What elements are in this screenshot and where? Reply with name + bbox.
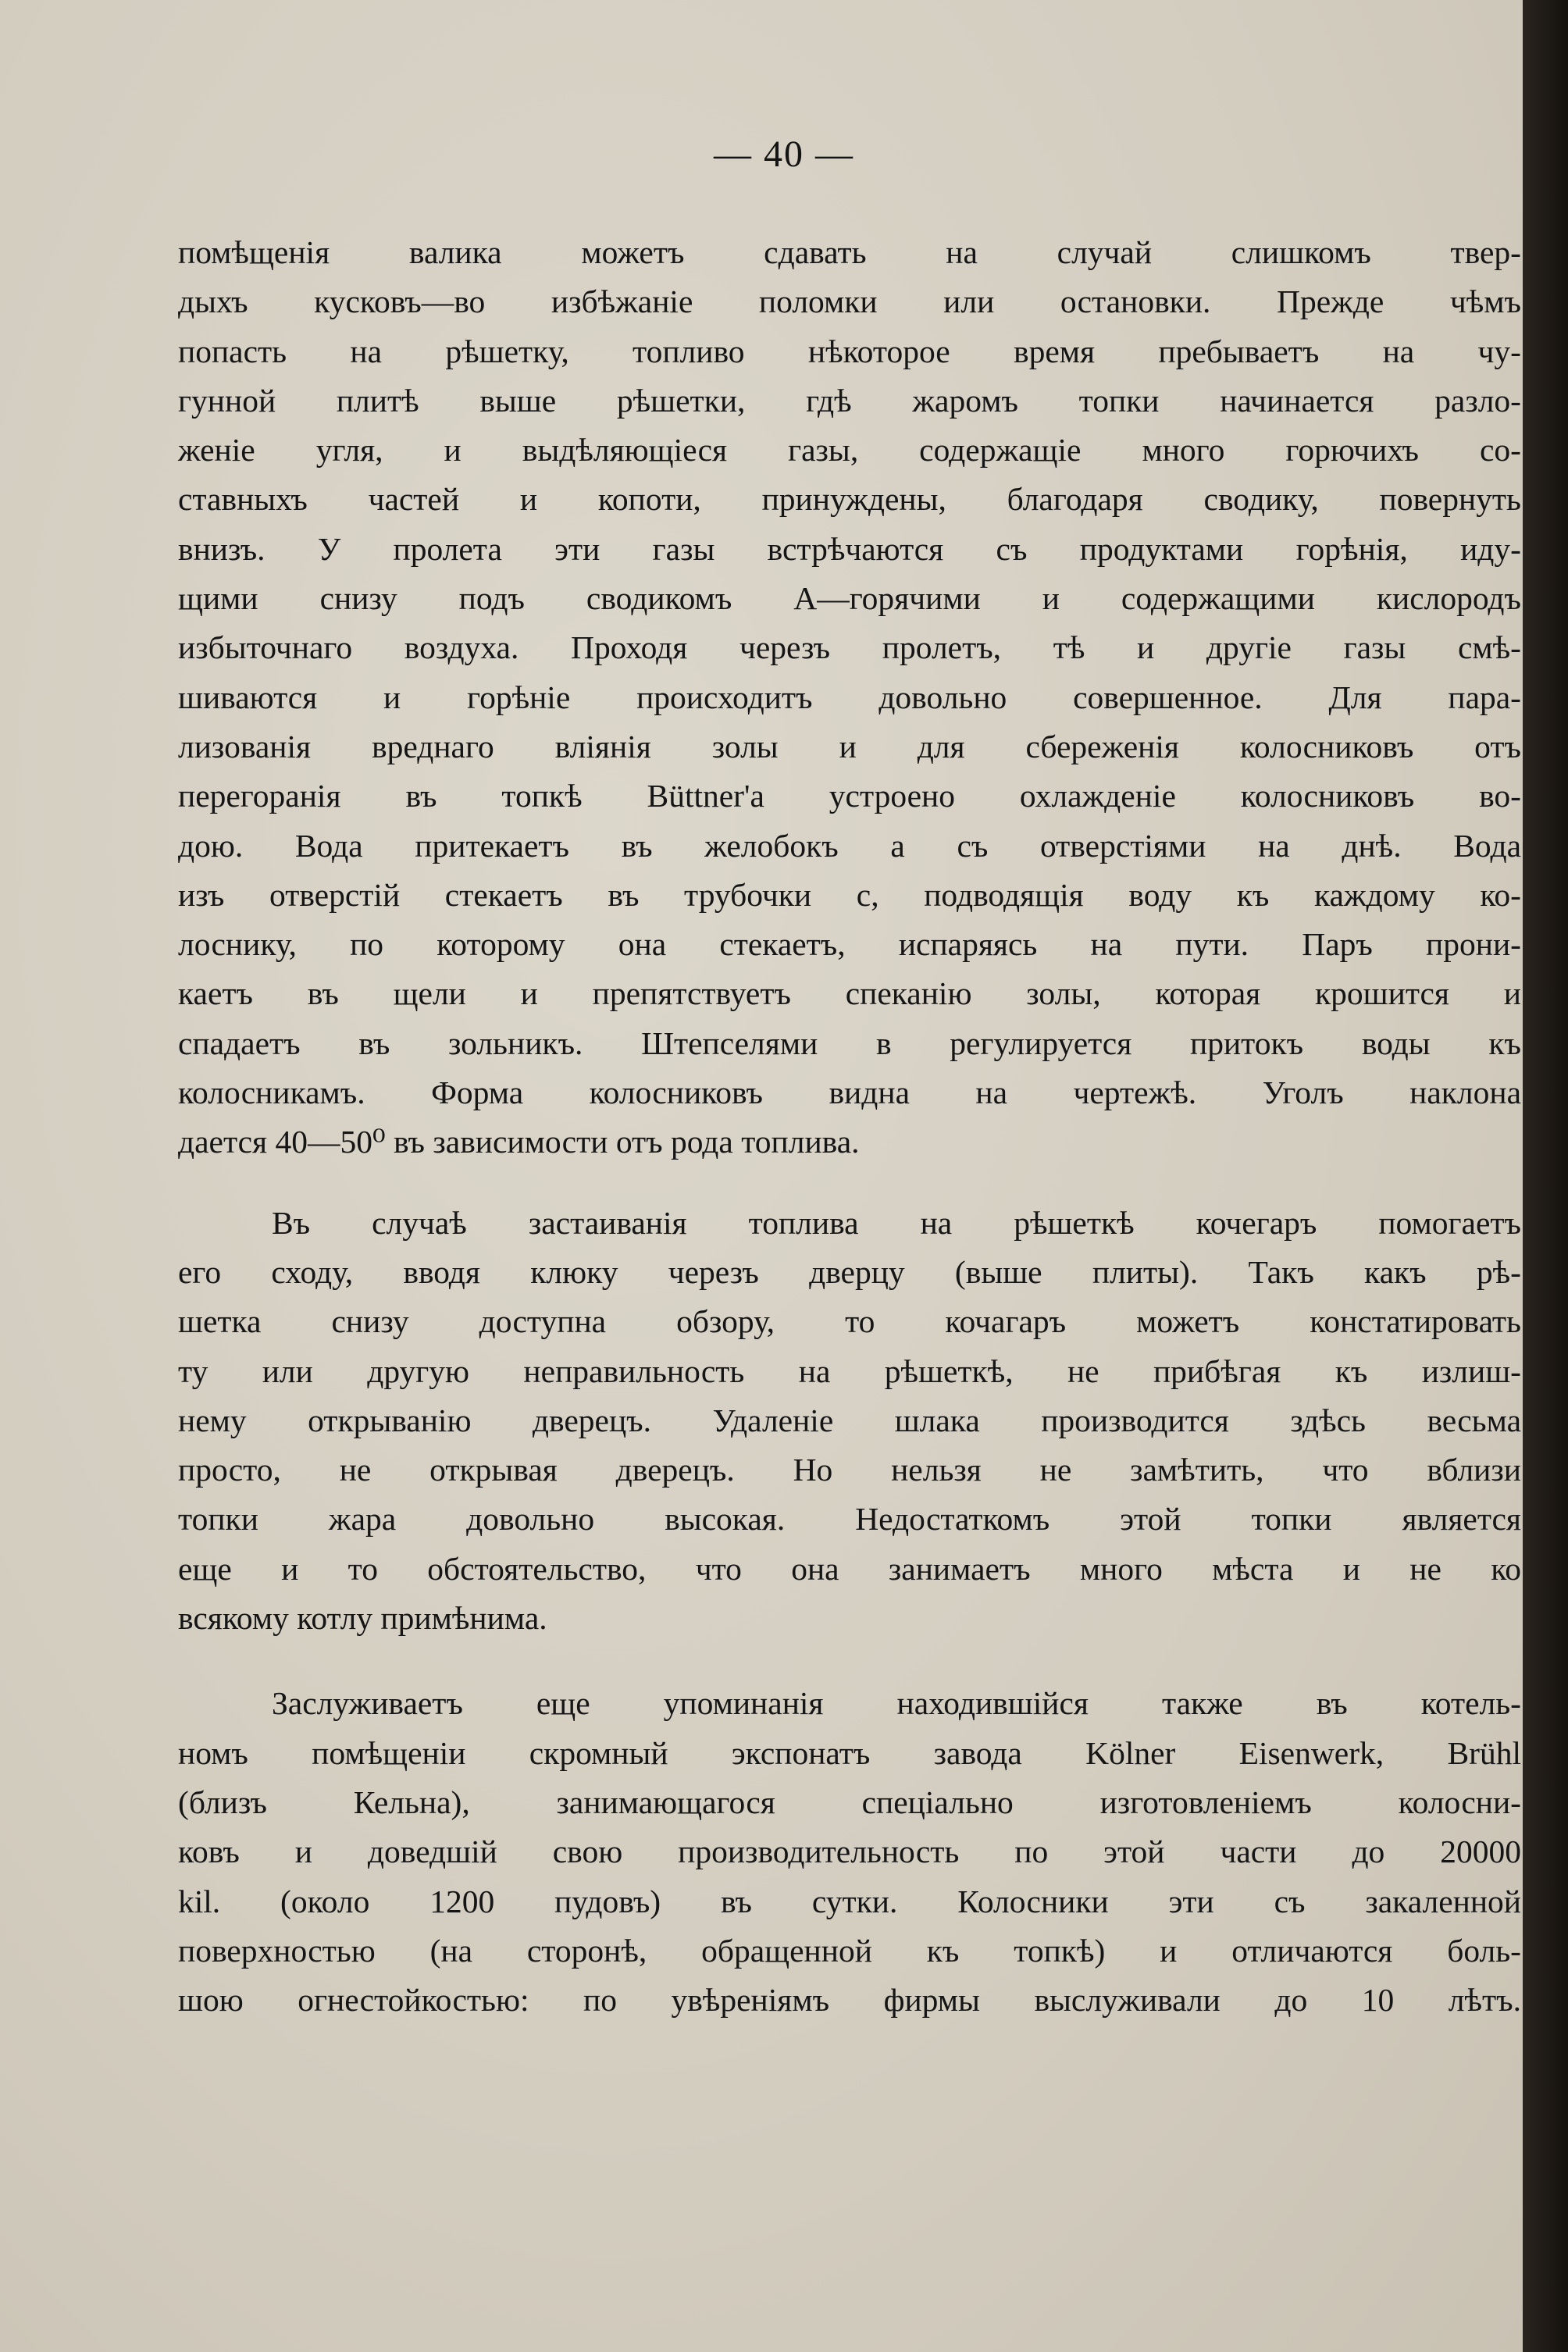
text-line: щими снизу подъ сводикомъ А—горячими и содержащими кислородъ — [178, 580, 1521, 617]
text-line: каетъ въ щели и препятствуетъ спеканію золы, которая крошится и — [178, 975, 1521, 1012]
text-line: избыточнаго воздуха. Проходя черезъ пролетъ, тѣ и другіе газы смѣ- — [178, 629, 1521, 666]
paragraph-2 — [178, 1199, 1521, 1644]
text-line: поверхностью (на сторонѣ, обращенной къ топкѣ) и отличаются боль- — [178, 1932, 1521, 1969]
text-line: топки жара довольно высокая. Недостаткомъ этой топки является — [178, 1501, 1521, 1538]
text-line: всякому котлу примѣнима. — [178, 1600, 547, 1637]
text-line: колосникамъ. Форма колосниковъ видна на чертежѣ. Уголъ наклона — [178, 1074, 1521, 1111]
text-line: ту или другую неправильность на рѣшеткѣ, не прибѣгая къ излиш- — [178, 1352, 1521, 1389]
text-line: женіе угля, и выдѣляющіеся газы, содержащіе много горючихъ со- — [178, 432, 1521, 469]
text-line: шою огнестойкостью: по увѣреніямъ фирмы выслуживали до 10 лѣтъ. — [178, 1982, 1521, 2019]
text-line: (близъ Кельна), занимающагося спеціально изготовленіемъ колосни- — [178, 1784, 1521, 1820]
text-line: шиваются и горѣніе происходитъ довольно совершенное. Для пара- — [178, 679, 1521, 715]
text-line: нему открыванію дверецъ. Удаленіе шлака производится здѣсь весьма — [178, 1402, 1521, 1438]
paragraph-1 — [178, 228, 1521, 1167]
text-line: дою. Вода притекаетъ въ желобокъ a съ отверстіями на днѣ. Вода — [178, 827, 1521, 864]
page-number: — 40 — — [714, 134, 854, 175]
text-line: ставныхъ частей и копоти, принуждены, благодаря сводику, повернуть — [178, 481, 1521, 518]
text-line: перегоранія въ топкѣ Büttner'а устроено охлажденіе колосниковъ во- — [178, 778, 1521, 814]
text-line: изъ отверстій стекаетъ въ трубочки c, подводящія воду къ каждому ко- — [178, 876, 1521, 913]
text-line: дается 40—50⁰ въ зависимости отъ рода топлива. — [178, 1124, 860, 1160]
text-line: номъ помѣщеніи скромный экспонатъ завода Kölner Eisenwerk, Brühl — [178, 1734, 1521, 1771]
text-line: попасть на рѣшетку, топливо нѣкоторое время пребываетъ на чу- — [178, 333, 1521, 369]
text-line: помѣщенія валика можетъ сдавать на случай слишкомъ твер- — [178, 234, 1521, 270]
paragraph-3 — [178, 1679, 1521, 2025]
text-line: просто, не открывая дверецъ. Но нельзя не замѣтить, что вблизи — [178, 1452, 1521, 1488]
text-line: Въ случаѣ застаиванія топлива на рѣшеткѣ кочегаръ помогаетъ — [272, 1204, 1521, 1241]
text-line: ковъ и доведшій свою производительность по этой части до 20000 — [178, 1833, 1521, 1870]
text-line: лоснику, по которому она стекаетъ, испаряясь на пути. Паръ прони- — [178, 926, 1521, 963]
text-line: гунной плитѣ выше рѣшетки, гдѣ жаромъ топки начинается разло- — [178, 382, 1521, 419]
text-line: Заслуживаетъ еще упоминанія находившійся также въ котель- — [272, 1685, 1521, 1722]
page-edge-shadow — [1523, 0, 1568, 2352]
body-text — [178, 228, 1521, 2025]
text-line: kil. (около 1200 пудовъ) въ сутки. Колосники эти съ закаленной — [178, 1883, 1521, 1919]
text-line: лизованія вреднаго вліянія золы и для сбереженія колосниковъ отъ — [178, 728, 1521, 764]
text-line: шетка снизу доступна обзору, то кочагаръ можетъ констатировать — [178, 1303, 1521, 1340]
text-line: внизъ. У пролета эти газы встрѣчаются съ продуктами горѣнія, иду- — [178, 530, 1521, 567]
text-line: спадаетъ въ зольникъ. Штепселями в регулируется притокъ воды къ — [178, 1025, 1521, 1061]
text-line: его сходу, вводя клюку черезъ дверцу (выше плиты). Такъ какъ рѣ- — [178, 1253, 1521, 1290]
text-line: дыхъ кусковъ—во избѣжаніе поломки или остановки. Прежде чѣмъ — [178, 283, 1521, 320]
text-line: еще и то обстоятельство, что она занимаетъ много мѣста и не ко — [178, 1550, 1521, 1587]
